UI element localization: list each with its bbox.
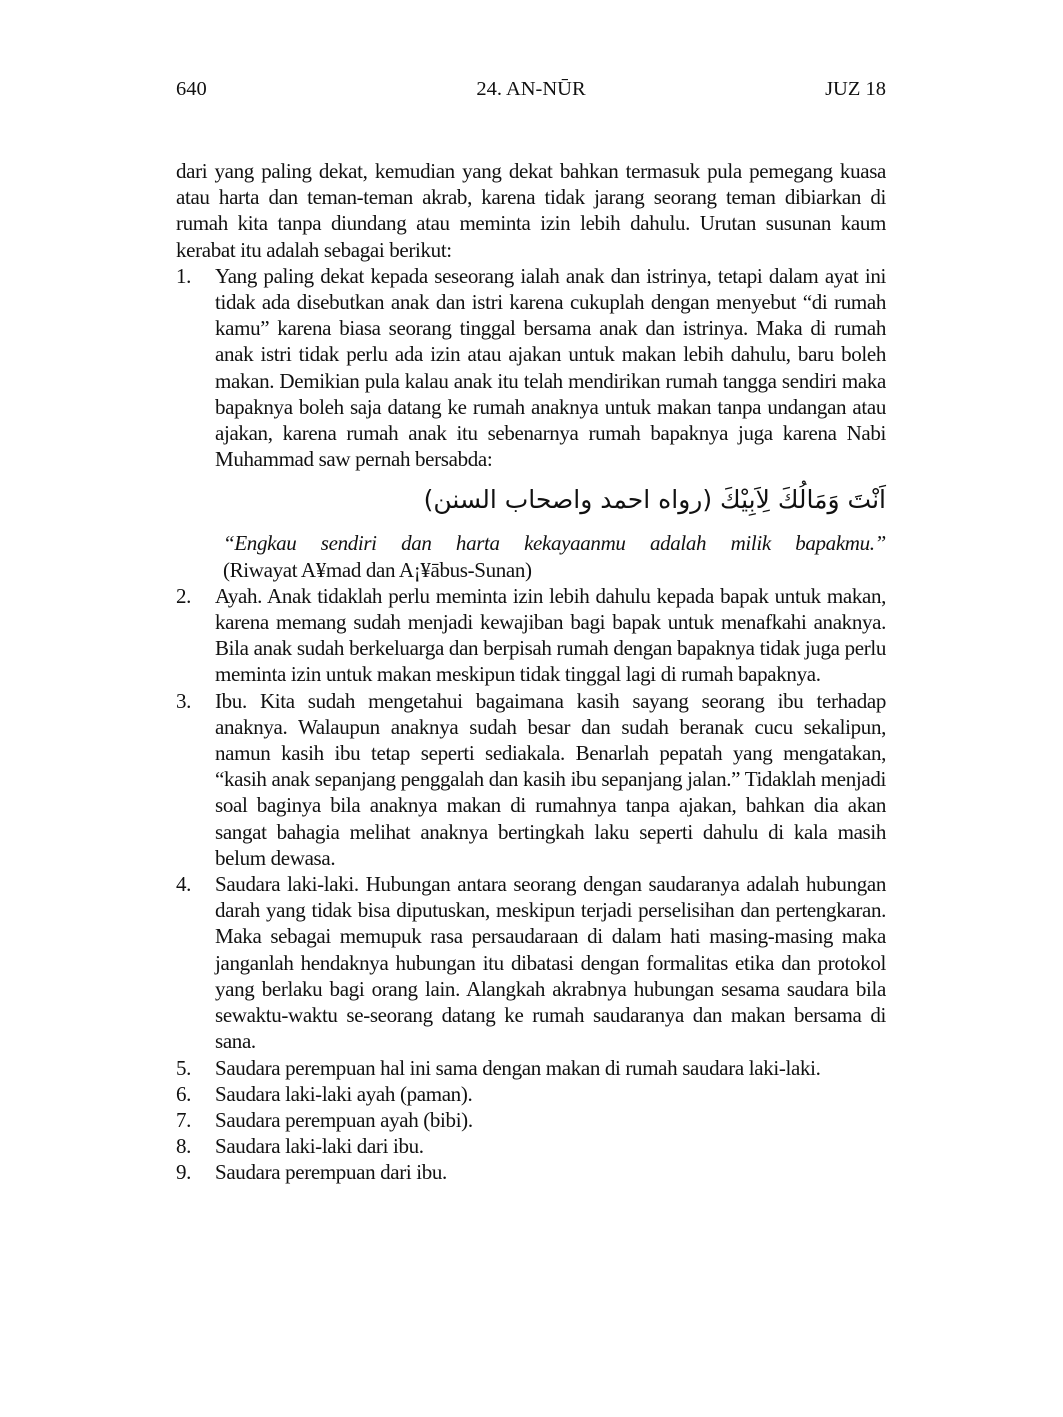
- list-text: Saudara perempuan dari ibu.: [215, 1160, 447, 1185]
- list-text: Yang paling dekat kepada seseorang ialah anak dan istrinya, tetapi dalam ayat ini tidak ada disebutkan anak dan istri karena cukuplah dengan menyebut “di rumah kamu” karena biasa seorang tinggal bersama anak dan istrinya. Maka di rumah anak istri tidak perlu ada izin atau ajakan untuk makan lebih dahulu, baru boleh makan. Demikian pula kalau anak itu telah mendirikan rumah tangga sendiri maka bapaknya boleh saja datang ke rumah anaknya untuk makan tanpa undangan atau ajakan, karena rumah anak itu sebenarnya rumah bapaknya juga karena Nabi Muhammad saw pernah bersabda:: [215, 263, 886, 472]
- list-text: Saudara laki-laki ayah (paman).: [215, 1081, 473, 1106]
- list-text: Saudara perempuan ayah (bibi).: [215, 1107, 473, 1132]
- list-number: 9.: [176, 1160, 192, 1185]
- hadith-translation: “Engkau sendiri dan harta kekayaanmu adalah milik bapakmu.”: [223, 531, 886, 556]
- list-number: 3.: [176, 688, 192, 713]
- running-header: [176, 76, 886, 102]
- arabic-hadith: اَنْتَ وَمَالُكَ لِاَبِيْكَ (رواه احمد واصحاب السنن): [423, 485, 886, 515]
- list-item-2: [176, 583, 886, 688]
- list-number: 6.: [176, 1081, 192, 1106]
- list-text: Saudara laki-laki. Hubungan antara seorang dengan saudaranya adalah hubungan darah yang tidak bisa diputuskan, meskipun terjadi perselisihan dan pertengkaran. Maka sebagai memupuk rasa persaudaraan di dalam hati masing-masing maka janganlah hendaknya hubungan itu dibatasi dengan formalitas etika dan protokol yang berlaku bagi orang lain. Alangkah akrabnya hubungan sesama saudara bila sewaktu-waktu se-seorang datang ke rumah saudaranya dan makan bersama di sana.: [215, 872, 886, 1054]
- list-text: Saudara perempuan hal ini sama dengan makan di rumah saudara laki-laki.: [215, 1055, 821, 1080]
- page-number: 640: [176, 78, 207, 100]
- list-item-3: [176, 688, 886, 871]
- page-body: [176, 158, 886, 1186]
- hadith-source: (Riwayat A¥mad dan A¡¥ābus-Sunan): [223, 557, 532, 582]
- list-item-8: [176, 1133, 886, 1159]
- list-number: 8.: [176, 1134, 192, 1159]
- list-item-1: [176, 263, 886, 583]
- list-number: 7.: [176, 1107, 192, 1132]
- list-item-5: [176, 1055, 886, 1081]
- list-number: 1.: [176, 263, 192, 288]
- list-item-9: [176, 1159, 886, 1185]
- kinship-list: [176, 263, 886, 1186]
- list-number: 2.: [176, 583, 192, 608]
- list-number: 5.: [176, 1055, 192, 1080]
- list-item-7: [176, 1107, 886, 1133]
- list-text: Saudara laki-laki dari ibu.: [215, 1134, 424, 1159]
- list-item-4: [176, 871, 886, 1054]
- juz-label: JUZ 18: [825, 78, 886, 100]
- list-number: 4.: [176, 872, 192, 897]
- list-text: Ayah. Anak tidaklah perlu meminta izin lebih dahulu kepada bapak untuk makan, karena memang sudah menjadi kewajiban bagi bapak untuk menafkahi anaknya. Bila anak sudah berkeluarga dan berpisah rumah dengan bapaknya tidak juga perlu meminta izin untuk makan meskipun tidak tinggal lagi di rumah bapaknya.: [215, 583, 886, 687]
- list-text: Ibu. Kita sudah mengetahui bagaimana kasih sayang seorang ibu terhadap anaknya. Walaupun anaknya sudah besar dan sudah beranak cucu sekalipun, namun kasih ibu tetap seperti sediakala. Benarlah pepatah yang mengatakan, “kasih anak sepanjang penggalah dan kasih ibu sepanjang jalan.” Tidaklah menjadi soal baginya bila anaknya makan di rumahnya tanpa ajakan, bahkan dia akan sangat bahagia melihat anaknya bertingkah laku seperti dahulu di kala masih belum dewasa.: [215, 688, 886, 870]
- chapter-title: 24. AN-NŪR: [476, 78, 586, 100]
- intro-paragraph: dari yang paling dekat, kemudian yang dekat bahkan termasuk pula pemegang kuasa atau harta dan teman-teman akrab, karena tidak jarang seorang teman dibiarkan di rumah kita tanpa diundang atau meminta izin lebih dahulu. Urutan susunan kaum kerabat itu adalah sebagai berikut:: [176, 159, 886, 262]
- list-item-6: [176, 1081, 886, 1107]
